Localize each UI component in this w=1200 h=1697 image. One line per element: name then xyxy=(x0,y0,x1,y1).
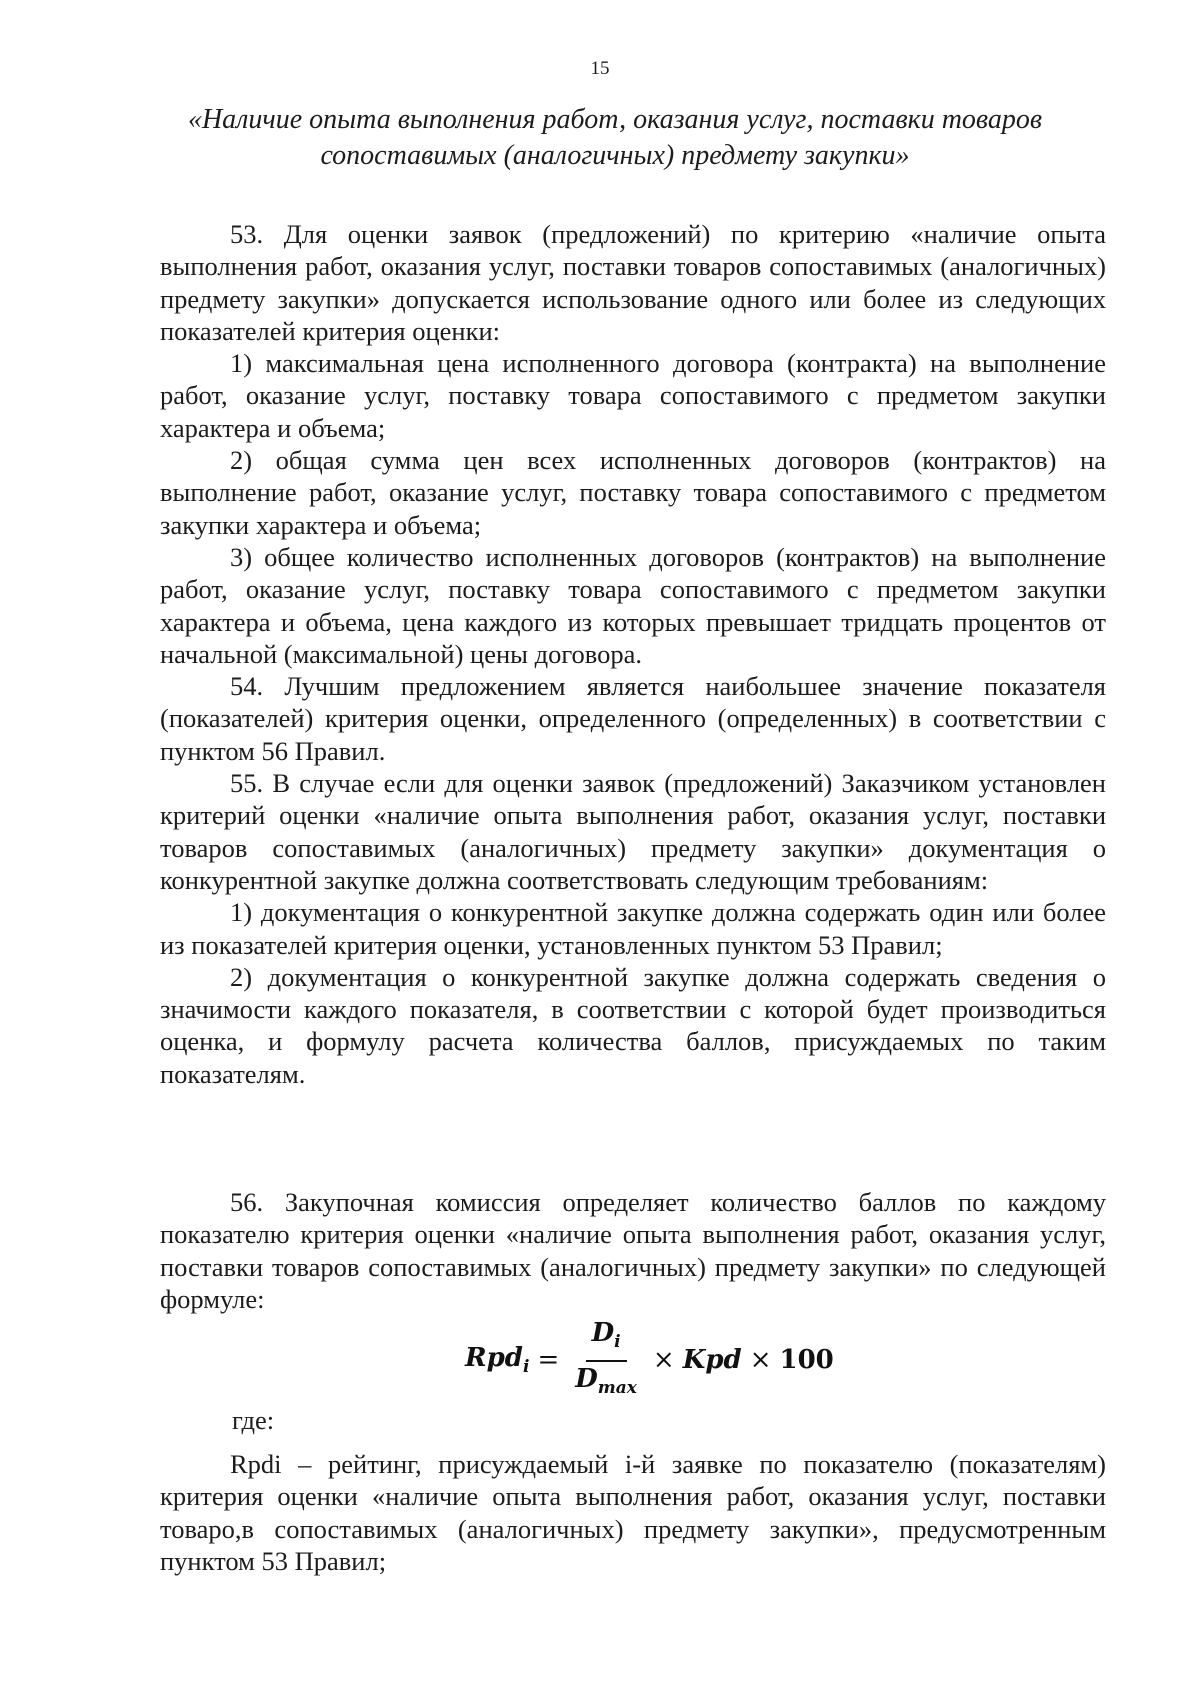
paragraph-55-item-2: 2) документация о конкурентной закупке должна содержать сведения о значимости каждого показателя, в соответствии с которой будет производиться оценка, и формулу расчета количества баллов, присуждаемых по таким показателям. xyxy=(160,961,1106,1089)
paragraph-55-item-1: 1) документация о конкурентной закупке должна содержать один или более из показателей критерия оценки, установленных пунктом 53 Правил; xyxy=(160,897,1106,960)
formula-denominator: $D_{max}$ xyxy=(575,1363,637,1398)
text-block-definition xyxy=(160,1448,1106,1577)
formula-factor: Kpd xyxy=(682,1345,742,1375)
paragraph-54: 54. Лучшим предложением является наибольшее значение показателя (показателей) критерия оценки, определенного (определенных) в соответствии с пунктом 56 Правил. xyxy=(160,671,1106,766)
paragraph-53-item-2: 2) общая сумма цен всех исполненных договоров (контрактов) на выполнение работ, оказание услуг, поставку товара сопоставимого с предметом закупки характера и объема; xyxy=(160,445,1106,540)
formula-times-1: × xyxy=(652,1345,675,1375)
text-block-criteria xyxy=(160,218,1106,1090)
paragraph-53-item-1: 1) максимальная цена исполненного договора (контракта) на выполнение работ, оказание услуг, поставку товара сопоставимого с предметом закупки характера и объема; xyxy=(160,348,1106,443)
formula-equals: = xyxy=(537,1345,560,1375)
formula-fraction xyxy=(575,1318,637,1403)
section-heading: «Наличие опыта выполнения работ, оказания услуг, поставки товаров сопоставимых (аналогичных) предмету закупки» xyxy=(187,104,1043,171)
formula-constant: 100 xyxy=(779,1345,834,1375)
text-block-56 xyxy=(160,1186,1106,1315)
page-number: 15 xyxy=(590,58,610,79)
paragraph-53: 53. Для оценки заявок (предложений) по критерию «наличие опыта выполнения работ, оказания услуг, поставки товаров сопоставимых (аналогичных) предмету закупки» допускается использование одного или более из следующих показателей критерия оценки: xyxy=(160,219,1106,346)
where-label: где: xyxy=(232,1405,275,1435)
paragraph-55: 55. В случае если для оценки заявок (предложений) Заказчиком установлен критерий оценки «наличие опыта выполнения работ, оказания услуг, поставки товаров сопоставимых (аналогичных) предмету закупки» документация о конкурентной закупке должна соответствовать следующим требованиям: xyxy=(160,768,1106,895)
formula-lhs: Rpd$_i$ xyxy=(465,1343,530,1377)
paragraph-53-item-3: 3) общее количество исполненных договоров (контрактов) на выполнение работ, оказание услуг, поставку товара сопоставимого с предметом закупки характера и объема, цена каждого из которых превышает тридцать процентов от начальной (максимальной) цены договора. xyxy=(160,541,1106,669)
definition-rpdi: Rpdi – рейтинг, присуждаемый i-й заявке по показателю (показателям) критерия оценки «наличие опыта выполнения работ, оказания услуг, поставки товаро,в сопоставимых (аналогичных) предмету закупки», предусмотренным пунктом 53 Правил; xyxy=(160,1449,1106,1576)
paragraph-56: 56. Закупочная комиссия определяет количество баллов по каждому показателю критерия оценки «наличие опыта выполнения работ, оказания услуг, поставки товаров сопоставимых (аналогичных) предмету закупки» по следующей формуле: xyxy=(160,1187,1106,1314)
rating-formula xyxy=(465,1317,834,1400)
formula-times-2: × xyxy=(749,1345,772,1375)
formula-numerator: $D_i$ xyxy=(586,1318,627,1362)
